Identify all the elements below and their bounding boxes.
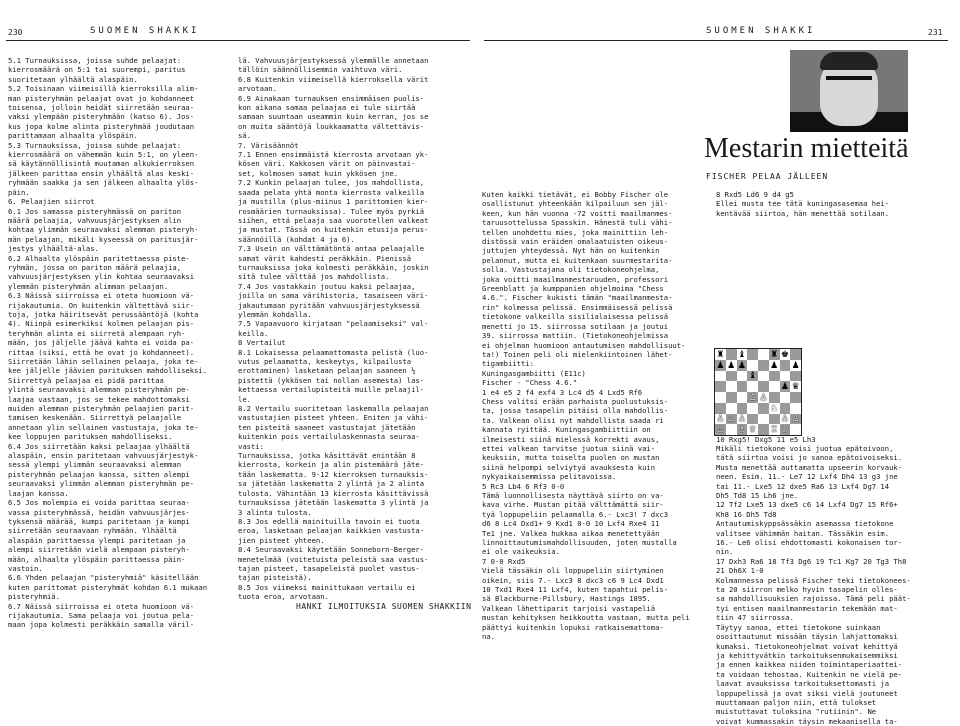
board-square <box>715 360 726 371</box>
board-square <box>726 349 737 360</box>
board-square <box>790 403 801 414</box>
board-square <box>737 424 748 435</box>
header-rule-right <box>484 40 948 41</box>
board-square <box>790 381 801 392</box>
board-square <box>715 414 726 425</box>
board-square <box>715 381 726 392</box>
chess-piece-icon: ♙ <box>780 413 789 424</box>
board-square <box>769 371 780 382</box>
page-number-right: 231 <box>928 28 943 37</box>
page-number-left: 230 <box>8 28 23 37</box>
bobby-fischer-photo <box>790 50 908 126</box>
board-square <box>769 360 780 371</box>
board-square <box>769 392 780 403</box>
board-square <box>737 371 748 382</box>
chess-piece-icon: ♜ <box>770 348 779 359</box>
board-square <box>790 360 801 371</box>
board-square <box>747 392 758 403</box>
board-square <box>737 392 748 403</box>
chess-piece-icon: ♗ <box>737 424 746 435</box>
board-square <box>780 392 791 403</box>
chess-piece-icon: ♟ <box>780 381 789 392</box>
board-square <box>726 403 737 414</box>
board-square <box>737 349 748 360</box>
chess-piece-icon: ♖ <box>770 424 779 435</box>
board-square <box>747 360 758 371</box>
board-square <box>715 403 726 414</box>
footer-ad: HANKI ILMOITUKSIA SUOMEN SHAKKIIN <box>296 602 472 611</box>
board-square <box>780 360 791 371</box>
board-square <box>758 360 769 371</box>
magazine-header-left: SUOMEN SHAKKI <box>90 26 200 36</box>
board-square <box>780 403 791 414</box>
board-square <box>769 403 780 414</box>
board-square <box>769 349 780 360</box>
board-square <box>737 414 748 425</box>
board-square <box>790 424 801 435</box>
chess-piece-icon: ♚ <box>780 348 789 359</box>
chess-piece-icon: ♟ <box>791 359 800 370</box>
board-square <box>747 349 758 360</box>
board-square <box>758 392 769 403</box>
article-title: Mestarin mietteitä <box>704 133 909 164</box>
board-square <box>758 414 769 425</box>
board-square <box>769 424 780 435</box>
board-square <box>769 414 780 425</box>
chess-piece-icon: ♘ <box>770 402 779 413</box>
board-square <box>780 371 791 382</box>
chess-piece-icon: ♙ <box>791 413 800 424</box>
board-square <box>758 349 769 360</box>
rules-column-2: lä. Vahvuusjärjestyksessä ylemmälle annetaan tällöin säännöllisemmin vaihtuva väri. 6.8 Kuitenkin viimeisellä kierroksella värit arvotaan. 6.9 Ainakaan turnauksen ensimmäisen puolis- kon aikana samaa pelaajaa ei tule siirtää samaan suuntaan useammin kuin kerran, jos se on muita sääntöjä loukkaamatta vältettävis- sä. 7. Värisäännöt 7.1 Ennen ensimmäistä kierrosta arvotaan yk- kösen väri. Kakkosen värit on päinvastai- set, kolmosen samat kuin ykkösen jne. 7.2 Kunkin pelaajan tulee, jos mahdollista, saada pelata yhtä monta kierrosta valkeilla ja mustilla (plus-miinus 1 parittomien kier- rosmäärien turnauksissa). Tulee myös pyrkiä siihen, että pelaaja saa vuorotellen valkeat ja mustat. Tässä on kuitenkin etusija perus- säännöillä (kohdat 4 ja 6). 7.3 Usein on välttämätöntä antaa pelaajalle samat värit kahdesti peräkkäin. Pienissä turnauksissa joka kolmesti peräkkäin, joskin sitä tulee välttää jos mahdollista. 7.4 Jos vastakkain joutuu kaksi pelaajaa, joilla on sama värihistoria, tasaiseen väri- jakautumaan pyritään vahvuusjärjestyksessä ylemmän kohdalla. 7.5 Vapaavuoro kirjataan "pelaamiseksi" val- keilla. 8 Vertailut 8.1 Lokaisessa pelaamattomasta pelistä (luo- vutus pelaamatta, keskeytys, kilpailusta erottaminen) lasketaan pelaajan saaneen ½ pistettä (ykkösen tai nollan asemesta) las- kettaessa vertailupisteitä muille pelaajil- le. 8.2 Vertailu suoritetaan laskemalla pelaajan vastustajien pisteet yhteen. Eniten ja vähi- ten pisteitä saaneet vastustajat jätetään kuitenkin pois vertailulaskennasta seuraa- vasti: Turnauksissa, jotka käsittävät enintään 8 kierrosta, korkein ja alin pistemäärä jäte- tään laskematta. 9-12 kierroksen turnauksis- sa jätetään laskematta 2 ylintä ja 2 alinta tulosta. Vähintään 13 kierrosta käsittävissä turnauksissa jätetään laskematta 3 ylintä ja 3 alinta tulosta. 8.3 Jos edellä mainituilla tavoin ei tuota eroa, lasketaan pelaajan kaikkien vastusta- jien pisteet yhteen. 8.4 Seuraavaksi käytetään Sonneborn-Berger- menetelmää (voitetuista peleistä saa vastus- tajan pisteet, tasapeleistä puolet vastus- tajan pisteistä). 8.5 Jos viimeksi mainittukaan vertailu ei tuota eroa, arvotaan. <box>238 56 429 602</box>
board-square <box>790 371 801 382</box>
board-square <box>780 414 791 425</box>
board-square <box>780 381 791 392</box>
chess-piece-icon: ♙ <box>727 413 736 424</box>
board-square <box>769 381 780 392</box>
board-square <box>747 424 758 435</box>
board-square <box>715 349 726 360</box>
article-column-2: 8 Rxd5 Ld6 9 d4 g5 Ellei musta tee tätä kuningasasemaa hei- kentävää siirtoa, hän menettää sotilaan. 10 Rxg5! Dxg5 11 e5 Lh3 Mikäli tietokone voisi juotua epätoivoon, tätä siirtoa voisi jo sanoa epätoivoiseksi. Musta menettää auttamatta upseerin korvauk- neen. Esim. 11.- Le7 12 Lxf4 Dh4 13 g3 jne tai 11.- Lxe5 12 dxe5 Ra6 13 Lxf4 Dg7 14 Dh5 Td8 15 Lh6 jne. 12 Tf2 Lxe5 13 dxe5 c6 14 Lxf4 Dg7 15 Rf6+ Kh8 16 Dh5 Td8 Antautumiskyppsässäkin asemassa tietokone valitsee vähimmän haitan. Tässäkin esim. 16.- Le6 olisi ehdottomasti kokonaisen tor- nin. 17 Dxh3 Ra6 18 Tf3 Dg6 19 Tc1 Kg7 20 Tg3 Th8 21 Dh6X 1-0 Kolmannessa pelissä Fischer teki tietokonees- ta 20 siirron melko hyvin tasapelin olles- sa mahdollisuuksien rajoissa. Tämä peli päät- tyi entisen maailmanmestarin tekemään mat- tiin 47 siirrossa. Täytyy sanoa, ettei tietokone suinkaan osoittautunut missään täysin lahjattomaksi kumaksi. Tietokoneohjelmat voivat kehittyä ja kehittyvätkin tarkoituksenmukaisemmiksi ja ennen kaikkea niiden toimintaperiaattei- ta voidaan tehostaa. Kuitenkin ne vielä pe- laavat avauksissa tarkoituksettomasti ja loppupelissä ja ovat siksi vielä joutuneet muuttamaan paljon niin, että tulokset muistuttavat tuloksina "rutiinin". Ne voivat kummassakin täysin mekaanisella ta- <box>716 190 911 726</box>
board-square <box>758 381 769 392</box>
chess-piece-icon: ♛ <box>791 381 800 392</box>
chess-piece-icon: ♙ <box>716 413 725 424</box>
board-square <box>726 392 737 403</box>
board-square <box>737 403 748 414</box>
board-square <box>737 381 748 392</box>
chess-piece-icon: ♝ <box>737 348 746 359</box>
chess-piece-icon: ♟ <box>737 359 746 370</box>
board-square <box>715 371 726 382</box>
board-square <box>726 371 737 382</box>
chess-piece-icon: ♙ <box>748 391 757 402</box>
board-square <box>715 392 726 403</box>
board-square <box>790 349 801 360</box>
board-square <box>758 424 769 435</box>
rules-column-1: 5.1 Turnauksissa, joissa suhde pelaajat: kierrosmäärä on 5:1 tai suurempi, paritus suoritetaan ylhäältä alaspäin. 5.2 Toisinaan viimeisillä kierroksilla alim- man pisteryhmän pelaajat ovat jo kohdanneet toisensa, jolloin heidät siirretään seuraa- vaksi ylempään pisteryhmään (katso 6). Jos- kus jopa kolme alinta pisteryhmää joudutaan parittamaan alhaalta ylöspäin. 5.3 Turnauksissa, joissa suhde pelaajat: kierrosmäärä on vähemmän kuin 5:1, on yleen- sä käytännöllisintä muutaman alkukierroksen jälkeen parittaa ensin ylhäältä alas keski- ryhmään saakka ja sen jälkeen alhaalta ylös- päin. 6. Pelaajien siirrot 6.1 Jos samassa pisteryhmässä on pariton määrä pelaajia, vahvuusjärjestyksen alin kohtaa ylimmän seuraavaksi alemman pisteryh- män pelaajan, mikäli kyseessä on paritusjär- jestys ylhäältä-alas. 6.2 Alhaalta ylöspäin paritettaessa piste- ryhmän, jossa on pariton määrä pelaajia, vahvuusjärjestyksen ylin kohtaa seuraavaksi ylemmän pisteryhmän alimman pelaajan. 6.3 Näissä siirroissa ei oteta huomioon vä- rijakautumia. On kuitenkin vältettävä siir- toja, jotka häiritsevät perussääntöjä (kohta 4). Niinpä esimerkiksi kolmen pelaajan pis- teryhmän alinta ei siirretä alempaan ryh- mään, jos jäljelle jäävä kahta ei voida pa- rittaa (siksi, että he ovat jo kohdanneet). Siirretään lähin sellainen pelaaja, joka te- kee jäljelle jäävien parituksen mahdolliseksi. Siirrettyä pelaajaa ei pidä parittaa ylintä seuraavaksi alemman pisteryhmän pe- laajaa vastaan, jos se tekee mahdottomaksi muiden alemman pisteryhmän pelaajien parit- tamisen keskenään. Siirrettyä pelaajalle annetaan ylin sellainen vastustaja, joka te- kee loppujen parituksen mahdolliseksi. 6.4 Jos siirretään kaksi pelaajaa ylhäältä alaspäin, ensin paritetaan vahvuusjärjestyk- sessä ylempi ylimmän seuraavaksi alemman pisteryhmän pelaajan kanssa, sitten alempi seuraavaksi ylimmän alemman pisteryhmän pe- laajan kanssa. 6.5 Jos molempia ei voida parittaa seuraa- vassa pisteryhmässä, heidän vahvuusjärjes- tyksensä määrää, kumpi paritetaan ja kumpi siirretään seuraavaan ryhmään. Ylhäältä alaspäin parittaessa ylempi paritetaan ja alempi siirretään vielä alempaan pisteryh- mään, alhaalta ylöspäin parittaessa päin- vastoin. 6.6 Yhden pelaajan "pisteryhmiä" käsitellään kuten parittomat pisteryhmät kohdan 6.1 mukaan pisteryhmiä. 6.7 Näissä siirroissa ei oteta huomioon vä- rijakautumia. Sama pelaaja voi joutua pela- maan jopa kolmesti peräkkäin samalla väril- <box>8 56 208 630</box>
board-square <box>758 403 769 414</box>
chess-piece-icon: ♜ <box>716 348 725 359</box>
board-square <box>790 392 801 403</box>
magazine-header-right: SUOMEN SHAKKI <box>706 26 816 36</box>
board-square <box>790 414 801 425</box>
chess-diagram <box>714 348 802 436</box>
board-square <box>747 414 758 425</box>
chess-piece-icon: ♔ <box>780 424 789 435</box>
board-square <box>747 403 758 414</box>
board-square <box>726 424 737 435</box>
board-square <box>726 381 737 392</box>
chess-piece-icon: ♟ <box>770 359 779 370</box>
board-square <box>737 360 748 371</box>
board-square <box>726 360 737 371</box>
photo-glasses <box>826 76 872 90</box>
board-square <box>726 414 737 425</box>
chess-piece-icon: ♙ <box>737 413 746 424</box>
chess-piece-icon: ♙ <box>759 391 768 402</box>
board-square <box>715 424 726 435</box>
board-square <box>747 381 758 392</box>
header-rule-left <box>6 40 470 41</box>
photo-hair <box>820 52 878 70</box>
chess-piece-icon: ♕ <box>748 424 757 435</box>
chess-piece-icon: ♖ <box>716 424 725 435</box>
chess-piece-icon: ♝ <box>748 370 757 381</box>
board-square <box>758 371 769 382</box>
article-subhead: FISCHER PELAA JÄLLEEN <box>706 172 829 181</box>
chess-piece-icon: ♟ <box>716 359 725 370</box>
board-square <box>780 349 791 360</box>
article-column-1: Kuten kaikki tietävät, ei Bobby Fischer ole osallistunut yhteenkään kilpailuun sen jäl- keen, kun hän vuonna -72 voitti maailmanmes- taruusottelussa Spasskin. Hänestä tuli vähi- tellen unohdettu mies, joka mainittiin leh- distössä vain eräiden omalaatuisten oikeus- juttujen yhteydessä. Nyt hän on kuitenkin pelannut, mutta ei kuitenkaan suurmestarita- solla. Vastustajana oli tietokoneohjelma, joka voitti maailmanmestaruuden, professori Greenblatt ja kumppanien ohjelmoima "Chess 4.6.". Fischer kukisti tämän "maailmanmesta- rin" kolmessa pelissä. Ensimmäisessä pelissä tietokone valkeilla sisilialaisessa pelissä menetti jo 15. siirrossa sotilaan ja joutui 39. siirrossa mattiin. (Tietokoneohjelmissa ei ohjelman huomioon antautumisen mahdollisuut- ta!) Toinen peli oli mielenkiintoinen lähet- tigambiitti: Kuningasgambiitti (E11c) Fischer - "Chess 4.6." 1 e4 e5 2 f4 exf4 3 Lc4 d5 4 Lxd5 Rf6 Chess valitsi erään parhaista puolustuksis- ta, jossa tasapelin pitäisi olla mahdollis- ta. Valkean olisi nyt mahdollista saada ri kannata ryittää. Kuningasgambiittiin on ilmeisesti siinä mielessä korrekti avaus, ettei valkean tarvitse juotua siinä vai- keuksiin, mutta toiselta puolen on mustan siinä helpompi selviytyä avauksesta kuin nykyaikaisemmissa pelitavoissa. 5 Rc3 Lb4 6 Rf3 0-0 Tämä luonnollisesta näyttävä siirto on va- kava virhe. Mustan pitää välttämättä siir- tyä loppupeliin pelaamalla 6.- Lxc3! 7 dxc3 d6 8 Lc4 Dxd1+ 9 Kxd1 0-0 10 Lxf4 Rxe4 11 Te1 jne. Valkea hukkaa aikaa menetettyään linnoittautumismahdollisuuden, joten mustalla ei ole vaikeuksia. 7 0-0 Rxd5 Vielä tässäkin oli loppupeliin siirtyminen oikein, siis 7.- Lxc3 8 dxc3 c6 9 Lc4 Dxd1 10 Txd1 Rxe4 11 Lxf4, kuten tapahtui pelis- sä Blackburne-Pillsbury, Hastings 1895. Valkean lähettiparit tarjoisi vastapeliä mustan kehityksen heikkoutta vastaan, mutta peli päättyi kuitenkin lopuksi ratkaisemattoma- na. <box>482 190 690 642</box>
board-square <box>747 371 758 382</box>
chess-piece-icon: ♟ <box>727 359 736 370</box>
board-square <box>780 424 791 435</box>
